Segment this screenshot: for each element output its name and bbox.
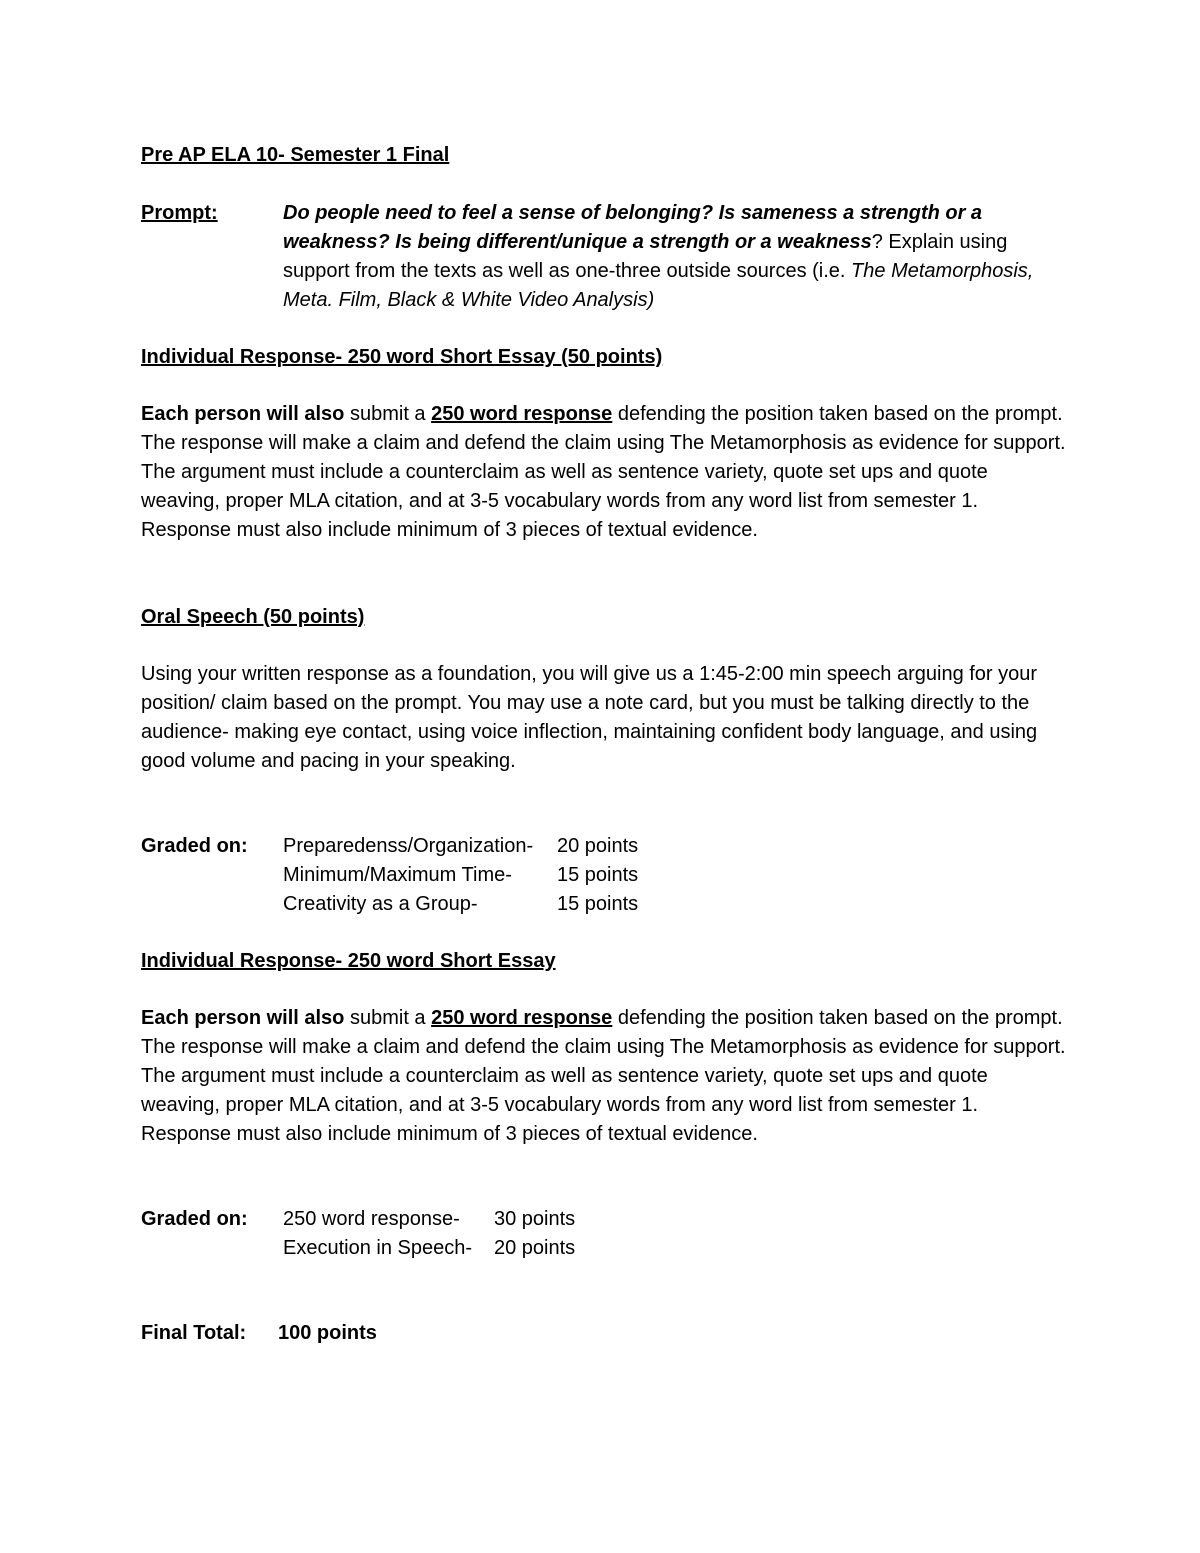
criterion-points: 15 points — [557, 864, 639, 886]
criterion: Preparedenss/Organization- — [283, 835, 534, 857]
prompt-question: Do people need to feel a sense of belonging? Is sameness a strength or a weakness? Is being different/unique a strength or a weakness — [283, 202, 983, 253]
criterion-points: 20 points — [494, 1237, 576, 1259]
word-count-highlight: 250 word response — [431, 403, 613, 425]
paragraph-text: Using your written response as a foundation, you will give us a 1:45-2:00 min speech arguing for your position/ claim based on the prompt. You may use a note card, but you must be talking directly to the audience- making eye contact, using voice inflection, maintaining confident body language, and using good volume and pacing in your speaking. — [141, 663, 1038, 772]
criterion: Creativity as a Group- — [283, 893, 478, 915]
paragraph-text: defending the position taken based on the prompt. The response will make a claim and defend the claim using The Metamorphosis as evidence for support. The argument must include a counterclaim as well as sentence variety, quote set ups and quote weaving, proper MLA citation, and at 3-5 vocabulary words from any word list from semester 1. Response must also include minimum of 3 pieces of textual evidence. — [141, 1007, 1066, 1145]
prompt-instructions: Explain using support from the texts as well as one-three outside sources (i.e. — [283, 231, 1008, 282]
graded-on-label: Graded on: — [141, 835, 248, 857]
prompt-label: Prompt: — [141, 202, 218, 224]
prompt-question-mark: ? — [871, 231, 883, 253]
word-count-highlight: 250 word response — [431, 1007, 613, 1029]
criterion: Minimum/Maximum Time- — [283, 864, 512, 886]
criterion-points: 30 points — [494, 1208, 576, 1230]
section-heading-individual-response: Individual Response- 250 word Short Essay (50 points) — [141, 346, 663, 368]
paragraph-text: defending the position taken based on the prompt. The response will make a claim and defend the claim using The Metamorphosis as evidence for support. The argument must include a counterclaim as well as sentence variety, quote set ups and quote weaving, proper MLA citation, and at 3-5 vocabulary words from any word list from semester 1. Response must also include minimum of 3 pieces of textual evidence. — [141, 403, 1066, 541]
final-total-value: 100 points — [278, 1322, 377, 1344]
criterion: 250 word response- — [283, 1208, 460, 1230]
section-heading-oral-speech: Oral Speech (50 points) — [141, 606, 365, 628]
paragraph-text: submit a — [344, 1007, 432, 1029]
final-total-label: Final Total: — [141, 1322, 247, 1344]
graded-on-label: Graded on: — [141, 1208, 248, 1230]
lead-bold-text: Each person will also — [141, 403, 345, 425]
criterion-points: 15 points — [557, 893, 639, 915]
individual-response-paragraph-2 — [141, 1004, 1071, 1149]
section-heading-individual-response-2: Individual Response- 250 word Short Essay — [141, 950, 556, 972]
individual-response-paragraph — [141, 400, 1071, 545]
oral-speech-paragraph — [141, 660, 1071, 776]
document-title: Pre AP ELA 10- Semester 1 Final — [141, 144, 450, 166]
prompt-sources: The Metamorphosis, Meta. Film, Black & White Video Analysis) — [283, 260, 1034, 311]
paragraph-text: submit a — [344, 403, 432, 425]
prompt-body — [283, 199, 1043, 315]
lead-bold-text: Each person will also — [141, 1007, 345, 1029]
criterion-points: 20 points — [557, 835, 639, 857]
criterion: Execution in Speech- — [283, 1237, 473, 1259]
